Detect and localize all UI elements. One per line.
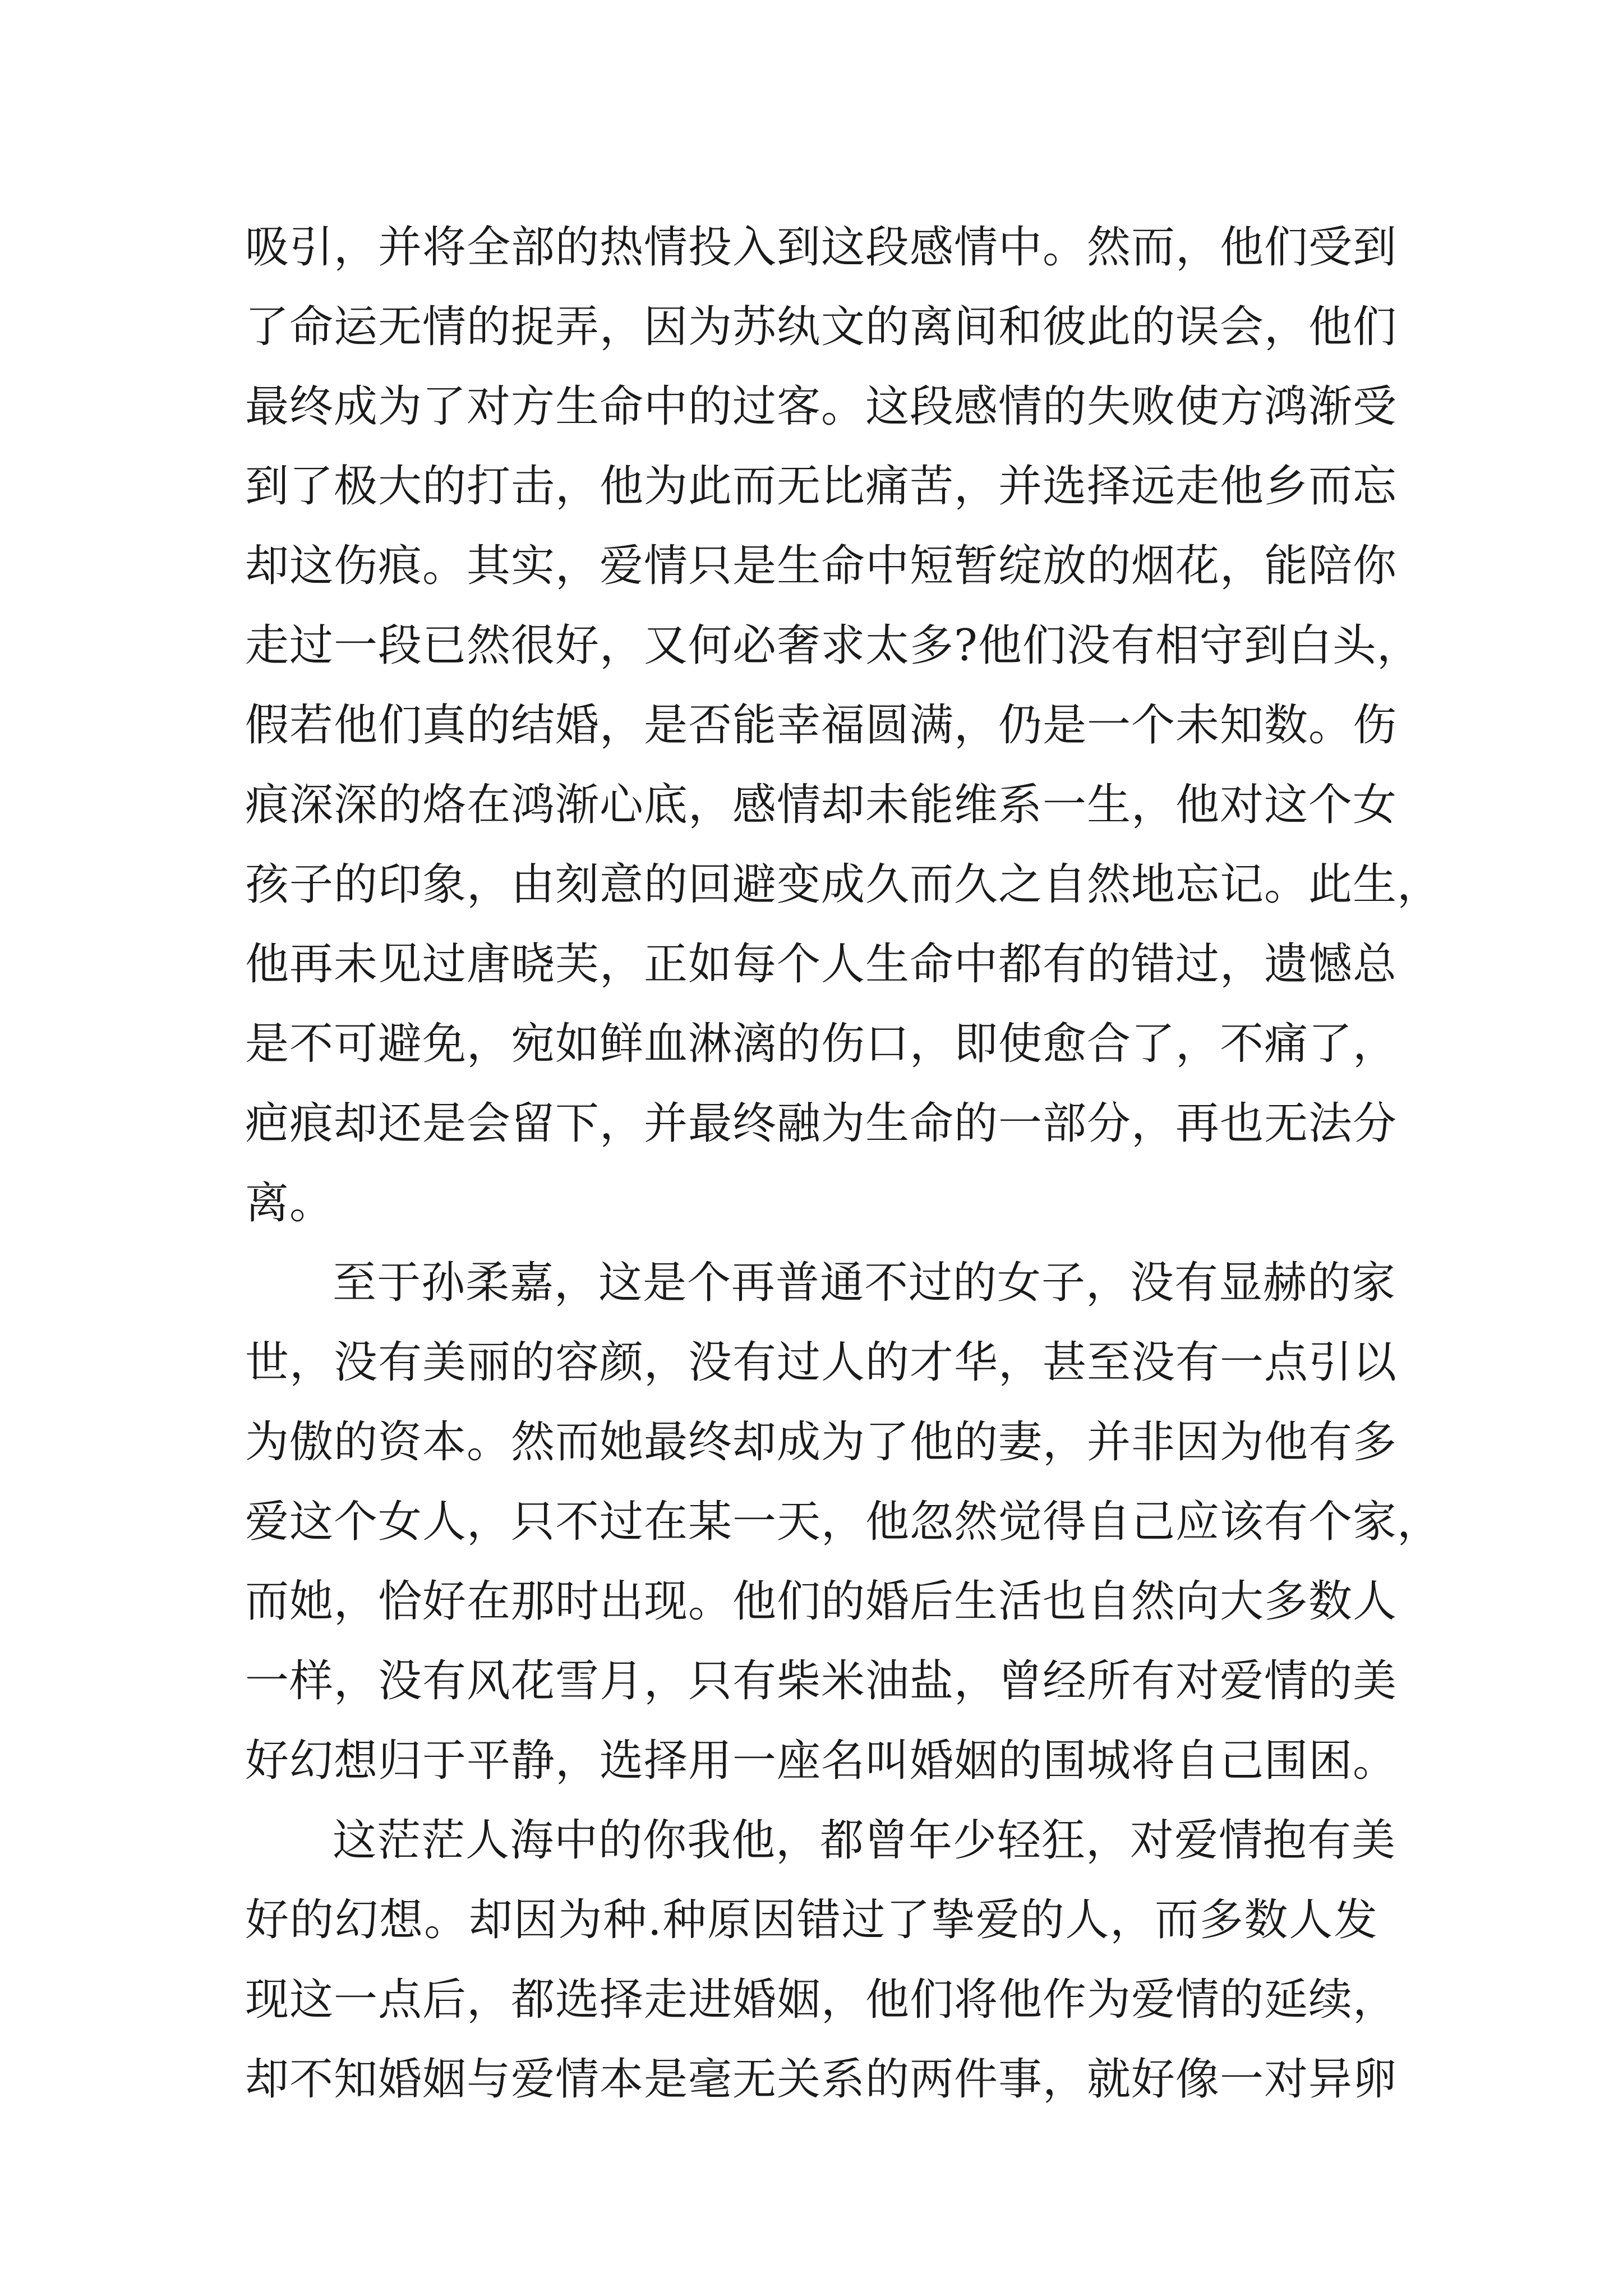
- text-line: 假若他们真的结婚，是否能幸福圆满，仍是一个未知数。伤: [245, 700, 1398, 751]
- text-line: 疤痕却还是会留下，并最终融为生命的一部分，再也无法分: [245, 1098, 1398, 1149]
- text-line: 而她，恰好在那时出现。他们的婚后生活也自然向大多数人: [245, 1576, 1398, 1627]
- text-line: 离。: [245, 1178, 334, 1228]
- paragraph-start-line: 这茫茫人海中的你我他，都曾年少轻狂，对爱情抱有美: [333, 1815, 1396, 1866]
- text-line: 却这伤痕。其实，爱情只是生命中短暂绽放的烟花，能陪你: [245, 541, 1398, 591]
- paragraph-start-line: 至于孙柔嘉，这是个再普通不过的女子，没有显赫的家: [333, 1258, 1396, 1308]
- body-text: [245, 208, 1442, 2119]
- text-line: 是不可避免，宛如鲜血淋漓的伤口，即使愈合了，不痛了，: [245, 1019, 1398, 1069]
- text-line: 好的幻想。却因为种.种原因错过了挚爱的人，而多数人发: [245, 1895, 1378, 1945]
- text-line: 却不知婚姻与爱情本是毫无关系的两件事，就好像一对异卵: [245, 2054, 1398, 2105]
- text-line: 到了极大的打击，他为此而无比痛苦，并选择远走他乡而忘: [245, 461, 1398, 512]
- text-line: 吸引，并将全部的热情投入到这段感情中。然而，他们受到: [245, 222, 1398, 273]
- text-line: 世，没有美丽的容颜，没有过人的才华，甚至没有一点引以: [245, 1337, 1398, 1388]
- text-line: 现这一点后，都选择走进婚姻，他们将他作为爱情的延续，: [245, 1975, 1398, 2025]
- text-line: 痕深深的烙在鸿渐心底，感情却未能维系一生，他对这个女: [245, 780, 1398, 830]
- text-line: 最终成为了对方生命中的过客。这段感情的失败使方鸿渐受: [245, 381, 1398, 432]
- text-line: 走过一段已然很好，又何必奢求太多?他们没有相守到白头，: [245, 620, 1421, 671]
- text-line: 一样，没有风花雪月，只有柴米油盐，曾经所有对爱情的美: [245, 1656, 1398, 1706]
- text-line: 好幻想归于平静，选择用一座名叫婚姻的围城将自己围困。: [245, 1736, 1398, 1786]
- text-line: 他再未见过唐晓芙，正如每个人生命中都有的错过，遗憾总: [245, 939, 1398, 990]
- text-line: 了命运无情的捉弄，因为苏纨文的离间和彼此的误会，他们: [245, 302, 1398, 352]
- text-line: 爱这个女人，只不过在某一天，他忽然觉得自己应该有个家，: [245, 1497, 1442, 1547]
- text-line: 孩子的印象，由刻意的回避变成久而久之自然地忘记。此生，: [245, 859, 1442, 910]
- text-line: 为傲的资本。然而她最终却成为了他的妻，并非因为他有多: [245, 1417, 1398, 1467]
